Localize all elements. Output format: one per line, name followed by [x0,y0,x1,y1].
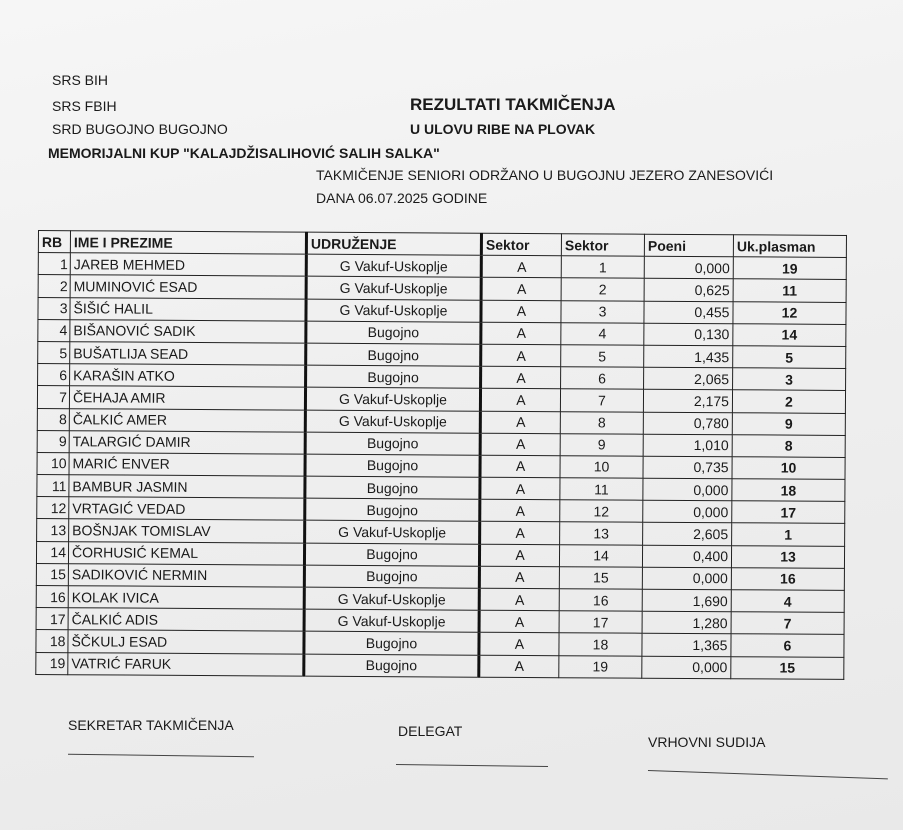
cell-club: Bugojno [304,654,479,677]
cell-rb: 10 [37,452,69,474]
cell-sector-2: 8 [560,411,643,434]
cell-sector-1: A [481,255,561,278]
cell-placement: 15 [731,656,844,679]
delegate-signature-line [396,764,548,767]
org-line-2: SRS FBIH [52,98,117,114]
cell-sector-2: 14 [559,544,642,567]
cell-placement: 16 [731,568,844,591]
cell-points: 0,455 [644,301,733,324]
cell-rb: 4 [38,319,70,341]
chief-judge-label: VRHOVNI SUDIJA [648,734,766,750]
cell-sector-1: A [479,588,559,611]
cell-sector-1: A [480,455,560,478]
cell-name: MARIĆ ENVER [69,453,305,477]
cell-club: Bugojno [306,321,481,344]
competition-date: DANA 06.07.2025 GODINE [316,190,488,206]
cell-name: ŠIŠIĆ HALIL [70,297,306,321]
cell-club: Bugojno [306,365,481,388]
cell-name: ČEHAJA AMIR [69,386,305,410]
secretary-signature-line [68,754,254,758]
secretary-label: SEKRETAR TAKMIČENJA [68,717,234,733]
cell-sector-1: A [481,278,561,301]
cell-sector-2: 13 [560,522,643,545]
cell-points: 0,000 [644,256,733,279]
cell-name: VATRIĆ FARUK [68,652,304,676]
cell-points: 0,625 [644,279,733,302]
cell-rb: 3 [38,297,70,319]
cell-placement: 5 [733,346,846,369]
cell-placement: 11 [733,279,846,302]
chief-judge-signature-line [648,770,888,779]
cell-rb: 14 [36,541,68,563]
cell-sector-2: 18 [559,633,642,656]
cell-sector-1: A [480,499,560,522]
cell-sector-2: 15 [559,567,642,590]
cell-sector-2: 6 [561,367,644,390]
cell-placement: 14 [733,323,846,346]
cell-name: ČALKIĆ AMER [69,408,305,432]
cell-name: MUMINOVIĆ ESAD [70,275,306,299]
cell-rb: 16 [36,585,68,607]
table-row [36,652,844,679]
results-table [35,230,847,680]
competition-info: TAKMIČENJE SENIORI ODRŽANO U BUGOJNU JEZERO ZANESOVIĆI [316,167,774,183]
cell-sector-2: 19 [559,655,642,678]
cell-placement: 12 [733,301,846,324]
document-subtitle: U ULOVU RIBE NA PLOVAK [410,121,596,137]
cell-club: Bugojno [305,498,480,521]
cell-points: 1,010 [643,434,732,457]
cup-name: MEMORIJALNI KUP "KALAJDŽISALIHOVIĆ SALIH SALKA" [48,145,440,161]
cell-sector-2: 3 [561,300,644,323]
cell-name: KOLAK IVICA [68,586,304,610]
cell-sector-1: A [481,322,561,345]
cell-sector-2: 10 [560,456,643,479]
cell-rb: 12 [37,497,69,519]
cell-club: Bugojno [305,476,480,499]
cell-name: ŠČKULJ ESAD [68,630,304,654]
cell-placement: 17 [732,501,845,524]
cell-placement: 2 [732,390,845,413]
col-rb: RB [38,231,70,253]
cell-name: KARAŠIN ATKO [70,364,306,388]
cell-rb: 6 [38,364,70,386]
cell-name: BUŠATLIJA SEAD [70,342,306,366]
cell-name: BOŠNJAK TOMISLAV [69,519,305,543]
cell-placement: 10 [732,457,845,480]
cell-points: 2,605 [643,523,732,546]
cell-sector-2: 4 [561,322,644,345]
cell-club: Bugojno [305,432,480,455]
cell-placement: 3 [733,368,846,391]
cell-name: TALARGIĆ DAMIR [69,430,305,454]
cell-club: Bugojno [305,454,480,477]
col-sector-2: Sektor [561,234,644,257]
cell-sector-1: A [481,300,561,323]
cell-club: G Vakuf-Uskoplje [304,587,479,610]
org-line-1: SRS BIH [52,72,109,88]
cell-club: Bugojno [304,543,479,566]
cell-placement: 19 [733,257,846,280]
cell-rb: 1 [38,253,70,275]
cell-rb: 15 [36,563,68,585]
cell-sector-1: A [480,433,560,456]
cell-points: 0,130 [644,323,733,346]
cell-name: JAREB MEHMED [70,253,306,277]
cell-rb: 13 [37,519,69,541]
col-placement: Uk.plasman [733,235,846,258]
cell-placement: 18 [732,479,845,502]
cell-points: 0,000 [643,500,732,523]
cell-club: G Vakuf-Uskoplje [305,387,480,410]
cell-sector-2: 5 [561,345,644,368]
cell-name: ČALKIĆ ADIS [68,608,304,632]
cell-placement: 7 [731,612,844,635]
col-points: Poeni [644,234,733,257]
cell-sector-1: A [481,344,561,367]
cell-club: Bugojno [306,343,481,366]
cell-name: SADIKOVIĆ NERMIN [68,564,304,588]
cell-club: Bugojno [304,565,479,588]
cell-name: ČORHUSIĆ KEMAL [68,541,304,565]
cell-rb: 5 [38,341,70,363]
cell-sector-1: A [480,522,560,545]
cell-sector-1: A [480,389,560,412]
cell-points: 0,780 [643,412,732,435]
cell-rb: 11 [37,475,69,497]
cell-sector-2: 9 [560,433,643,456]
cell-placement: 8 [732,434,845,457]
cell-points: 1,690 [642,589,731,612]
cell-club: G Vakuf-Uskoplje [306,277,481,300]
cell-sector-1: A [479,655,559,678]
cell-points: 0,735 [643,456,732,479]
col-sector-1: Sektor [481,233,561,256]
cell-sector-2: 17 [559,611,642,634]
cell-rb: 9 [37,430,69,452]
cell-sector-2: 7 [560,389,643,412]
org-line-3: SRD BUGOJNO BUGOJNO [52,121,228,137]
col-club: UDRUŽENJE [306,232,481,255]
cell-placement: 4 [731,590,844,613]
cell-placement: 13 [731,545,844,568]
cell-sector-2: 12 [560,500,643,523]
cell-points: 2,065 [644,367,733,390]
cell-sector-2: 2 [561,278,644,301]
cell-rb: 17 [36,608,68,630]
cell-club: G Vakuf-Uskoplje [305,410,480,433]
cell-sector-1: A [479,544,559,567]
cell-points: 1,365 [642,634,731,657]
cell-rb: 2 [38,275,70,297]
cell-sector-1: A [479,633,559,656]
cell-sector-2: 16 [559,589,642,612]
cell-rb: 7 [37,386,69,408]
cell-sector-1: A [479,610,559,633]
cell-points: 0,000 [643,478,732,501]
cell-points: 0,000 [642,567,731,590]
cell-rb: 18 [36,630,68,652]
cell-placement: 6 [731,634,844,657]
cell-club: G Vakuf-Uskoplje [306,299,481,322]
cell-name: BIŠANOVIĆ SADIK [70,319,306,343]
cell-name: BAMBUR JASMIN [69,475,305,499]
cell-points: 0,000 [642,656,731,679]
cell-club: G Vakuf-Uskoplje [304,609,479,632]
table-body [36,253,847,679]
cell-sector-1: A [479,566,559,589]
cell-club: G Vakuf-Uskoplje [305,521,480,544]
cell-rb: 8 [37,408,69,430]
cell-placement: 9 [732,412,845,435]
cell-points: 1,280 [642,611,731,634]
cell-sector-2: 11 [560,478,643,501]
cell-sector-2: 1 [561,256,644,279]
cell-club: G Vakuf-Uskoplje [306,254,481,277]
cell-points: 0,400 [642,545,731,568]
cell-points: 1,435 [644,345,733,368]
cell-points: 2,175 [643,390,732,413]
document-title: REZULTATI TAKMIČENJA [410,95,616,114]
cell-sector-1: A [481,366,561,389]
cell-sector-1: A [480,411,560,434]
cell-sector-1: A [480,477,560,500]
cell-club: Bugojno [304,632,479,655]
delegate-label: DELEGAT [398,723,463,739]
cell-rb: 19 [36,652,68,674]
col-name: IME I PREZIME [70,231,306,255]
cell-placement: 1 [732,523,845,546]
cell-name: VRTAGIĆ VEDAD [69,497,305,521]
